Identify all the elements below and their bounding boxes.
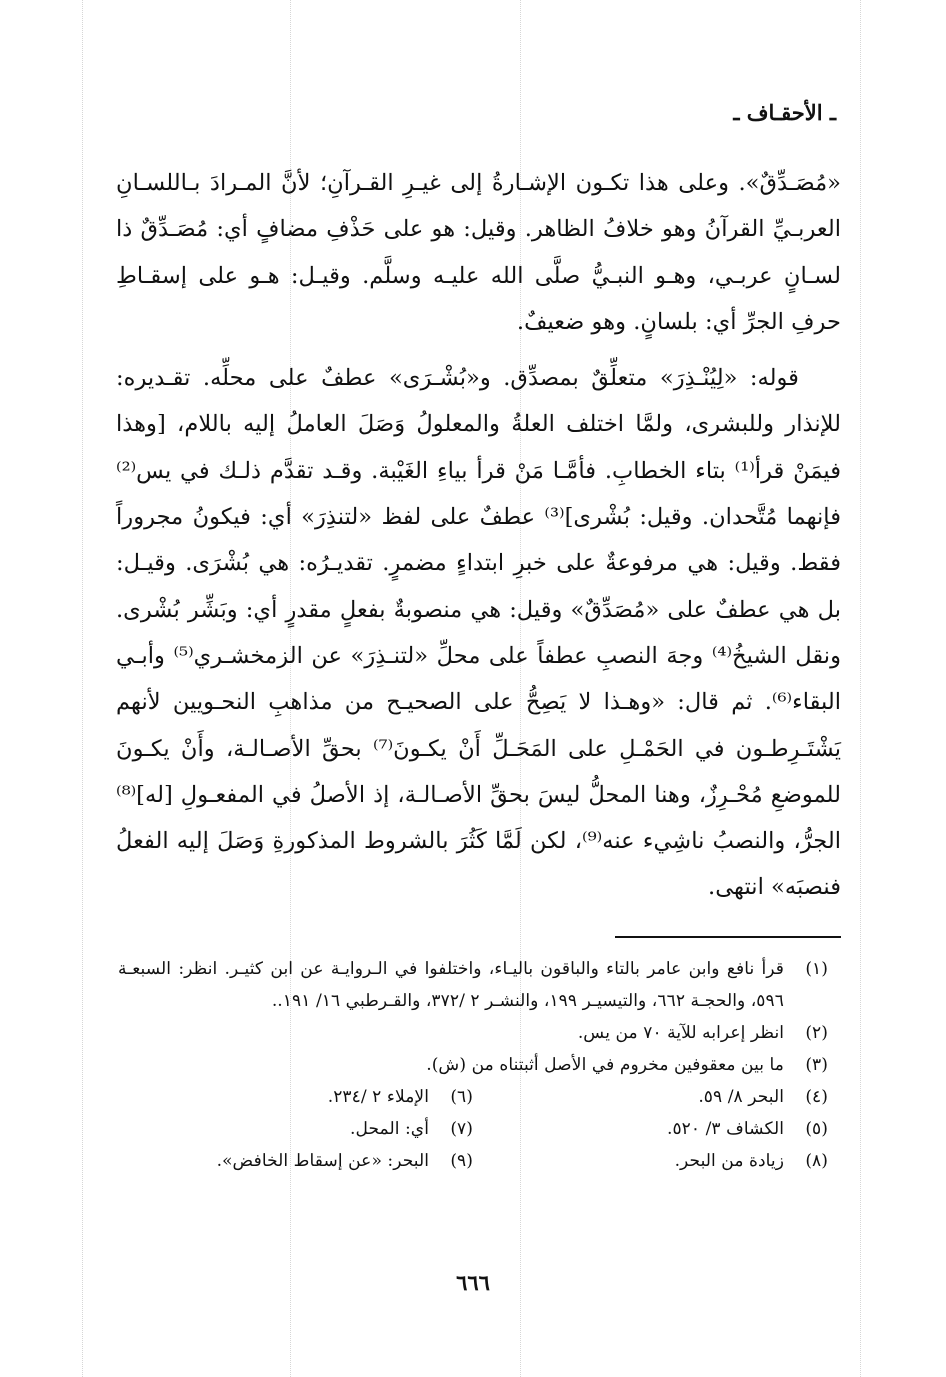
footnote-2 [118,1017,828,1049]
footnote-1 [118,953,828,1017]
footnote-6 [118,1081,473,1113]
footnote-number: (٢) [805,1023,828,1043]
footnote-number: (٥) [805,1119,828,1139]
footnote-number: (٣) [805,1055,828,1075]
footnote-number: (٧) [450,1119,473,1139]
footnote-9 [118,1145,473,1177]
footnote-separator [615,936,841,938]
page-number: ٦٦٦ [456,1270,490,1295]
footnote-row [118,1145,828,1177]
footnote-number: (٦) [450,1087,473,1107]
footnote-text: البحر: «عن إسقاط الخافض». [216,1151,429,1171]
footnote-row [118,1113,828,1145]
footnote-number: (٨) [805,1151,828,1171]
footnote-3 [118,1049,828,1081]
footnote-text: الكشاف ٣/ ٥٢٠. [666,1119,784,1139]
footnote-5 [473,1113,828,1145]
footnote-8 [473,1145,828,1177]
footnote-4 [473,1081,828,1113]
footnote-text: انظر إعرابه للآية ٧٠ من يس. [577,1023,784,1043]
footnote-text: الإملاء ٢ /٢٣٤. [327,1087,429,1107]
main-text [116,160,841,911]
running-header: ـ الأحقـاف ـ [733,100,836,125]
footnotes [118,953,828,1177]
footnote-7 [118,1113,473,1145]
paragraph-2: قوله: «لِيُنْـذِرَ» متعلِّقٌ بمصدِّق. و«بُشْـرَى» عطفٌ على محلِّه. تقـديره: للإنذار وللبشرى، ولمَّا اختلف العلةُ والمعلولُ وَصَلَ العاملُ إليه باللام، [وهذا فيمَنْ قرأ⁽¹⁾ بتاء الخطابِ. فأمَّـا مَنْ قرأ بياءِ الغَيْبة. وقـد تقدَّم ذلـك في يس⁽²⁾ فإنهما مُتَّحدان. وقيل: بُشْرى]⁽³⁾ عطفٌ على لفظ «لتنذِرَ» أي: فيكونُ مجروراً فقط. وقيل: هي مرفوعةٌ على خبرِ ابتداءٍ مضمرٍ. تقديـرُه: هي بُشْرَى. وقيـل: بل هي عطفٌ على «مُصَدِّقٌ» وقيل: هي منصوبةٌ بفعلٍ مقدرٍ أي: وبَشِّر بُشْرى. ونقل الشيخُ⁽⁴⁾ وجهَ النصبِ عطفاً على محلِّ «لتنـذِرَ» عن الزمخشـري⁽⁵⁾ وأبـي البقاء⁽⁶⁾. ثم قال: «وهـذا لا يَصِحُّ على الصحيـح من مذاهبِ النحـويين لأنهم يَشْتَـرِطـون في الحَمْـلِ على المَحَـلِّ أَنْ يكـونَ⁽⁷⁾ بحقِّ الأصـالـة، وأَنْ يكـونَ للموضعِ مُحْـرِزٌ، وهنا المحلُّ ليسَ بحقِّ الأصـالـة، إذ الأصلُ في المفعـولِ [له]⁽⁸⁾ الجرُّ، والنصبُ ناشِيء عنه⁽⁹⁾، لكن لَمَّا كَثُرَ بالشروط المذكورةِ وَصَلَ إليه الفعلُ فنصبَه» انتهى. [116,365,842,901]
footnote-number: (٤) [805,1087,828,1107]
paragraph-1: «مُصَـدِّقٌ». وعلى هذا تكـون الإشـارةُ إلى غيـرِ القـرآنِ؛ لأنَّ المـرادَ بـاللسـانِ العربـيِّ القرآنُ وهو خلافُ الظاهر. وقيل: هو على حَذْفِ مضافٍ أي: مُصَـدِّقٌ ذا لسـانٍ عربـي، وهـو النبـيُّ صلَّى الله عليـه وسلَّم. وقيـل: هـو على إسقـاطِ حرفِ الجرِّ أي: بلسانٍ. وهو ضعيفٌ. [116,170,841,335]
footnote-number: (١) [805,959,828,979]
footnote-text: البحر ٨/ ٥٩. [698,1087,784,1107]
footnote-text: أي: المحل. [349,1119,429,1139]
footnote-text: ما بين معقوفين مخروم في الأصل أثبتناه من (ش). [426,1055,784,1075]
footnote-number: (٩) [450,1151,473,1171]
footnote-text: زيادة من البحر. [674,1151,784,1171]
footnote-text: قرأ نافع وابن عامر بالتاء والباقون باليـاء، واختلفوا في الـروايـة عن ابن كثيـر. انظر: السبعـة ٥٩٦، والحجـة ٦٦٢، والتيسيـر ١٩٩، والنشـر ٢ /٣٧٢، والقـرطبي ١٦/ ١٩١.. [118,959,784,1011]
footnote-row [118,1081,828,1113]
